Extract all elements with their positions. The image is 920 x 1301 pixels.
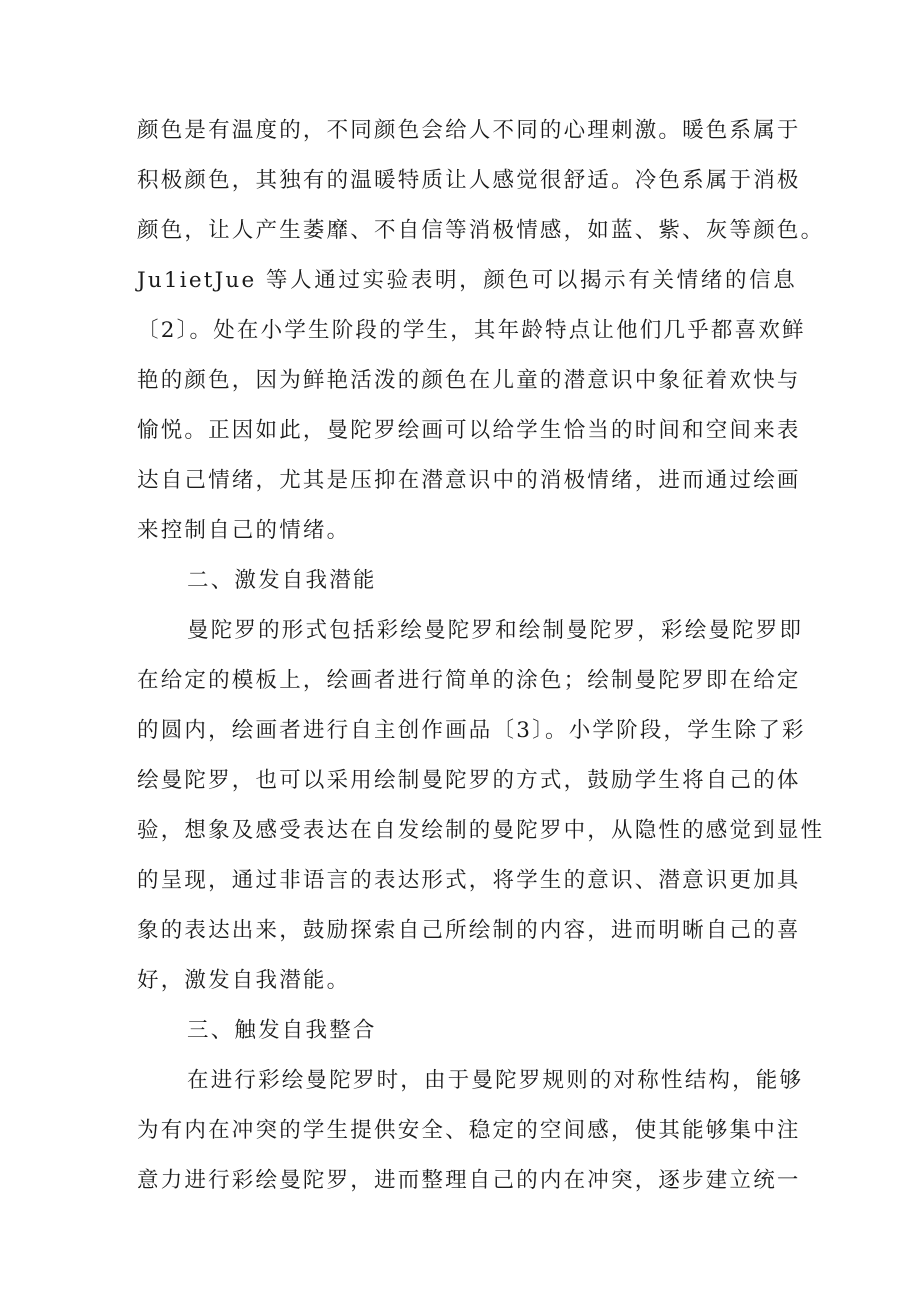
section-heading-3: 三、触发自我整合 bbox=[187, 1018, 377, 1043]
paragraph-1-line-1: 颜色是有温度的，不同颜色会给人不同的心理刺激。暖色系属于 bbox=[137, 118, 801, 143]
paragraph-1-line-5: 〔2〕。处在小学生阶段的学生，其年龄特点让他们几乎都喜欢鲜 bbox=[137, 318, 806, 343]
paragraph-2-line-3: 的圆内，绘画者进行自主创作画品〔3〕。小学阶段，学生除了彩 bbox=[137, 718, 806, 743]
paragraph-2-line-5: 验，想象及感受表达在自发绘制的曼陀罗中，从隐性的感觉到显性 bbox=[137, 818, 825, 843]
paragraph-2-line-2: 在给定的模板上，绘画者进行简单的涂色；绘制曼陀罗即在给定 bbox=[137, 668, 801, 693]
paragraph-3-line-2: 为有内在冲突的学生提供安全、稳定的空间感，使其能够集中注 bbox=[137, 1118, 801, 1143]
paragraph-1-line-2: 积极颜色，其独有的温暖特质让人感觉很舒适。冷色系属于消极 bbox=[137, 168, 801, 193]
paragraph-1-line-4: Ju1ietJue 等人通过实验表明，颜色可以揭示有关情绪的信息 bbox=[137, 268, 797, 293]
paragraph-1-line-8: 达自己情绪，尤其是压抑在潜意识中的消极情绪，进而通过绘画 bbox=[137, 468, 801, 493]
paragraph-2-line-7: 象的表达出来，鼓励探索自己所绘制的内容，进而明晰自己的喜 bbox=[137, 918, 801, 943]
paragraph-2-line-8: 好，激发自我潜能。 bbox=[137, 968, 351, 993]
paragraph-1-line-7: 愉悦。正因如此，曼陀罗绘画可以给学生恰当的时间和空间来表 bbox=[137, 418, 801, 443]
paragraph-1-line-6: 艳的颜色，因为鲜艳活泼的颜色在儿童的潜意识中象征着欢快与 bbox=[137, 368, 801, 393]
paragraph-2-line-6: 的呈现，通过非语言的表达形式，将学生的意识、潜意识更加具 bbox=[137, 868, 801, 893]
paragraph-2-line-1: 曼陀罗的形式包括彩绘曼陀罗和绘制曼陀罗，彩绘曼陀罗即 bbox=[187, 618, 804, 643]
paragraph-1-line-9: 来控制自己的情绪。 bbox=[137, 518, 351, 543]
paragraph-3-line-3: 意力进行彩绘曼陀罗，进而整理自己的内在冲突，逐步建立统一 bbox=[137, 1168, 801, 1193]
section-heading-2: 二、激发自我潜能 bbox=[187, 568, 377, 593]
paragraph-2-line-4: 绘曼陀罗，也可以采用绘制曼陀罗的方式，鼓励学生将自己的体 bbox=[137, 768, 801, 793]
paragraph-3-line-1: 在进行彩绘曼陀罗时，由于曼陀罗规则的对称性结构，能够 bbox=[187, 1068, 804, 1093]
paragraph-1-line-3: 颜色，让人产生萎靡、不自信等消极情感，如蓝、紫、灰等颜色。 bbox=[137, 218, 825, 243]
